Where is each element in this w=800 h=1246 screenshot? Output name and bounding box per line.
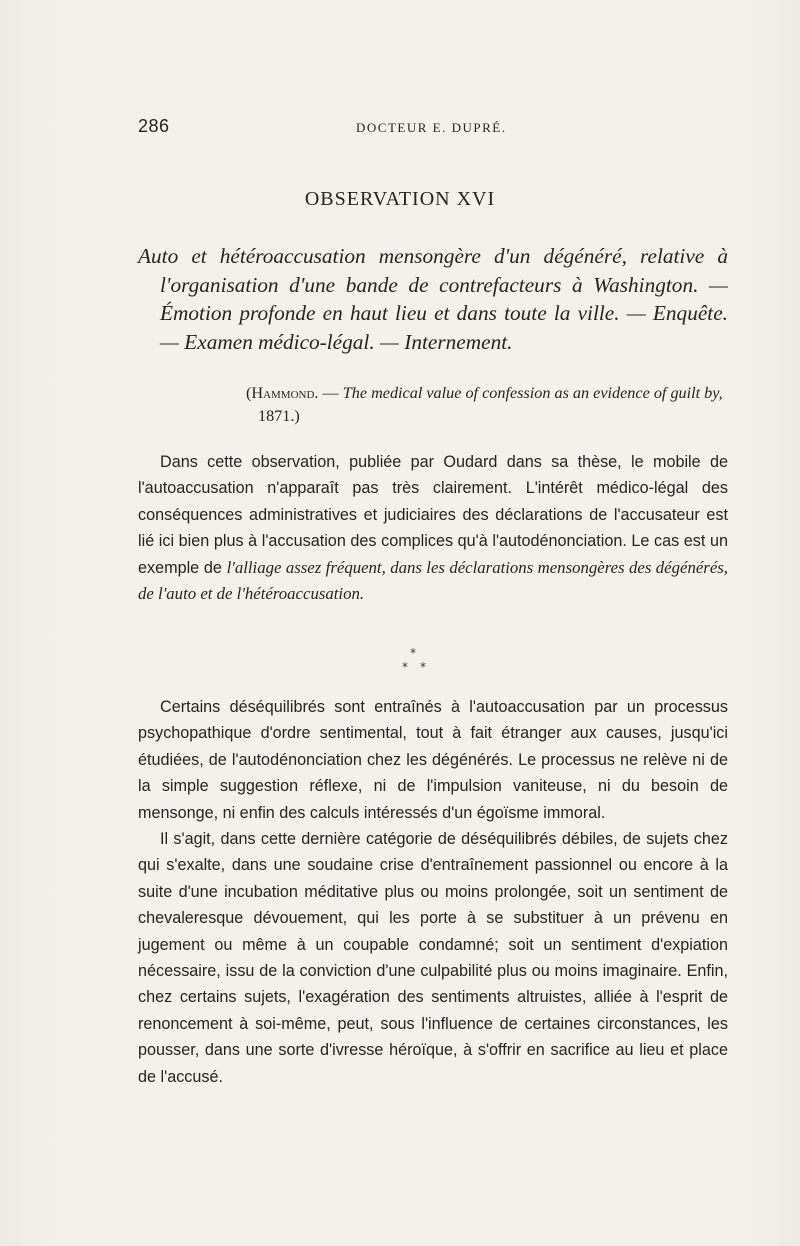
source-dash: . —	[314, 384, 343, 402]
intro-paragraph	[138, 449, 728, 607]
body-text	[138, 694, 728, 1090]
body-paragraph: Certains déséquilibrés sont entraînés à l'autoaccusation par un processus psychopathique d'ordre sentimental, tout à fait étranger aux causes, jusqu'ici étudiées, de l'autodénonciation chez les dégénérés. Le processus ne relève ni de la simple suggestion réflexe, ni de l'impulsion vaniteuse, ni du besoin de mensonge, ni enfin des calculs intéressés d'un égoïsme immoral.	[138, 698, 728, 822]
source-work: The medical value of confession as an evidence of guilt by,	[342, 384, 723, 402]
observation-title: OBSERVATION XVI	[304, 188, 496, 210]
source-citation: (Hammond. — The medical value of confession as an evidence of guilt by, 1871.)	[246, 384, 723, 425]
section-separator	[398, 646, 428, 686]
source-year: 1871.)	[258, 407, 300, 425]
separator-star: *	[402, 660, 408, 674]
summary-text: Auto et hétéroaccusation mensongère d'un dégénéré, relative à l'organisation d'une bande de contrefacteurs à Washington. — Émotion profonde en haut lieu et dans toute la ville. — Enquête. — Examen médico-légal. — Internement.	[138, 244, 728, 354]
page-header	[138, 116, 728, 140]
intro-text: Dans cette observation, publiée par Oudard dans sa thèse, le mobile de l'autoaccusation n'apparaît pas très clairement. L'intérêt médico-légal des conséquences administratives et judiciaires des déclarations de l'accusateur est lié ici bien plus à l'accusation des complices qu'à l'autodénonciation. Le cas est un exemple de	[138, 453, 728, 577]
source-author: Hammond	[251, 384, 315, 402]
observation-summary	[138, 242, 728, 356]
body-paragraph: Il s'agit, dans cette dernière catégorie de déséquilibrés débiles, de sujets chez qui s'exalte, dans une soudaine crise d'entraînement passionnel ou encore à la suite d'une incubation méditative plus ou moins prolongée, soit un sentiment de chevaleresque dévouement, qui les porte à se substituer à un prévenu en jugement ou même à un coupable condamné; soit un sentiment d'expiation nécessaire, issu de la conviction d'une culpabilité plus ou moins imaginaire. Enfin, chez certains sujets, l'exagération des sentiments altruistes, alliée à l'esprit de renoncement à soi-même, peut, sous l'influence de certaines circonstances, les pousser, dans une sorte d'ivresse héroïque, à s'offrir en sacrifice au lieu et place de l'accusé.	[138, 830, 728, 1086]
separator-star: *	[420, 660, 426, 674]
page-number: 286	[138, 116, 170, 136]
separator-star: *	[410, 646, 416, 660]
running-head: DOCTEUR E. DUPRÉ.	[356, 120, 507, 135]
intro-emphasis: l'alliage assez fréquent, dans les déclarations mensongères des dégénérés, de l'auto et de l'hétéroaccusation.	[138, 557, 728, 604]
